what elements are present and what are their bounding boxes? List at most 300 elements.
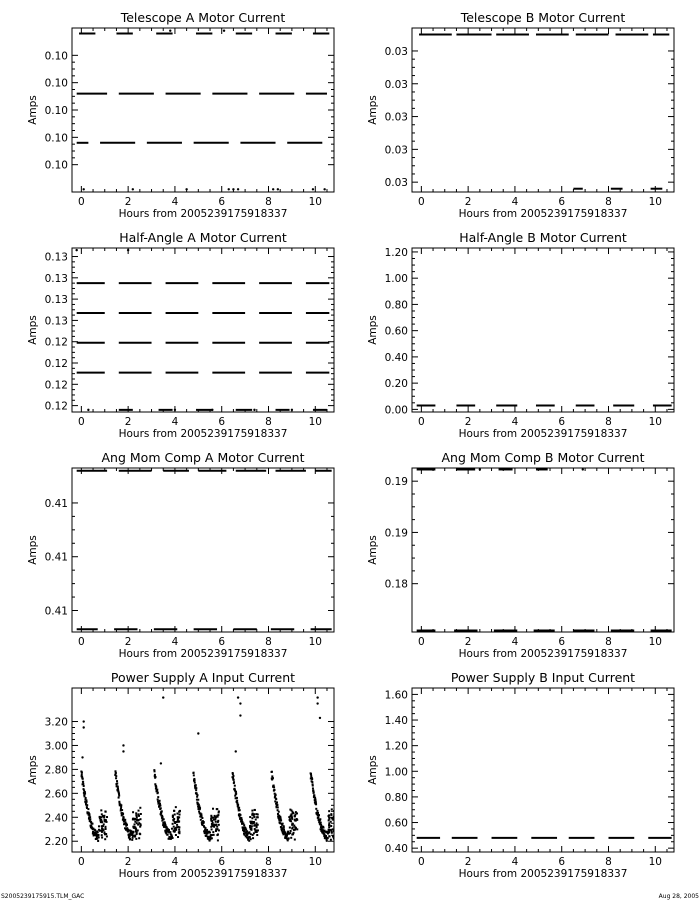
data-point — [314, 797, 316, 799]
data-point — [136, 819, 138, 821]
data-point — [295, 827, 297, 829]
data-point — [97, 831, 99, 833]
x-tick-label: 2 — [464, 636, 472, 648]
data-point — [200, 813, 202, 815]
chart-title: Power Supply A Input Current — [110, 670, 296, 685]
data-point — [334, 830, 336, 832]
data-point — [176, 824, 178, 826]
data-point — [319, 818, 321, 820]
data-point — [134, 821, 136, 823]
data-point — [98, 836, 100, 838]
data-point — [174, 409, 176, 411]
data-point — [101, 813, 103, 815]
x-tick-label: 4 — [511, 416, 519, 428]
data-point — [331, 808, 333, 810]
y-tick-label: 0.10 — [44, 132, 68, 145]
data-point — [89, 818, 91, 820]
data-point — [294, 815, 296, 817]
data-point — [232, 775, 234, 777]
data-point — [312, 785, 314, 787]
y-tick-label: 1.20 — [384, 740, 408, 753]
data-point — [254, 809, 256, 811]
data-point — [251, 810, 253, 812]
data-point — [278, 811, 280, 813]
data-point — [239, 714, 241, 716]
x-tick-label: 8 — [265, 196, 272, 208]
data-point — [104, 826, 106, 828]
data-point — [292, 812, 294, 814]
data-layer — [417, 468, 672, 630]
data-point — [105, 811, 107, 813]
data-point — [313, 794, 315, 796]
data-point — [291, 409, 293, 411]
data-layer — [75, 249, 329, 411]
data-point — [90, 824, 92, 826]
data-point — [234, 785, 236, 787]
data-point — [272, 188, 274, 190]
x-tick-label: 6 — [218, 196, 226, 208]
data-point — [295, 811, 297, 813]
data-point — [101, 827, 103, 829]
data-point — [175, 829, 177, 831]
data-point — [236, 797, 238, 799]
data-point — [293, 829, 295, 831]
panel-ang-mom-comp-b — [367, 450, 674, 660]
data-point — [275, 794, 277, 796]
data-point — [195, 784, 197, 786]
plot-frame — [412, 468, 674, 632]
x-tick-label: 10 — [648, 856, 662, 868]
y-tick-label: 0.12 — [44, 358, 68, 371]
data-point — [173, 810, 175, 812]
data-point — [291, 809, 293, 811]
y-tick-label: 2.80 — [44, 764, 68, 777]
data-point — [159, 800, 161, 802]
data-point — [140, 813, 142, 815]
y-tick-label: 0.10 — [44, 50, 68, 63]
x-tick-label: 0 — [78, 856, 85, 868]
data-point — [116, 780, 118, 782]
data-point — [257, 816, 259, 818]
data-point — [169, 831, 171, 833]
data-point — [294, 813, 296, 815]
data-point — [335, 822, 337, 824]
data-point — [82, 726, 84, 728]
data-point — [275, 798, 277, 800]
data-point — [213, 834, 215, 836]
y-axis-label: Amps — [27, 535, 39, 565]
data-point — [211, 834, 213, 836]
y-tick-label: 0.19 — [384, 476, 408, 489]
data-point — [239, 809, 241, 811]
data-point — [236, 800, 238, 802]
data-point — [197, 732, 199, 734]
data-point — [216, 834, 218, 836]
chart-title: Half-Angle B Motor Current — [459, 230, 627, 245]
data-point — [154, 770, 156, 772]
data-point — [311, 778, 313, 780]
data-point — [250, 833, 252, 835]
data-point — [249, 816, 251, 818]
data-point — [101, 834, 103, 836]
data-point — [235, 750, 237, 752]
data-point — [198, 811, 200, 813]
data-point — [89, 816, 91, 818]
y-tick-label: 1.00 — [384, 766, 408, 779]
data-point — [288, 816, 290, 818]
x-tick-label: 0 — [78, 196, 85, 208]
data-point — [252, 813, 254, 815]
data-point — [118, 797, 120, 799]
data-point — [124, 819, 126, 821]
data-point — [288, 837, 290, 839]
x-tick-label: 6 — [218, 416, 226, 428]
x-tick-label: 6 — [558, 416, 566, 428]
data-point — [315, 803, 317, 805]
data-point — [235, 791, 237, 793]
x-tick-label: 2 — [124, 856, 132, 868]
data-point — [272, 777, 274, 779]
data-point — [253, 409, 255, 411]
chart-title: Telescope A Motor Current — [120, 10, 286, 25]
data-point — [197, 794, 199, 796]
panel-half-angle-b — [367, 230, 674, 440]
data-point — [171, 836, 173, 838]
chart-title: Telescope B Motor Current — [460, 10, 626, 25]
data-point — [223, 30, 225, 32]
x-tick-label: 0 — [78, 416, 85, 428]
x-tick-label: 4 — [511, 196, 519, 208]
data-point — [242, 823, 244, 825]
x-tick-label: 6 — [218, 636, 226, 648]
data-point — [212, 808, 214, 810]
panel-ang-mom-comp-a — [27, 450, 334, 660]
data-point — [211, 837, 213, 839]
x-axis-label: Hours from 2005239175918337 — [118, 428, 288, 440]
x-tick-label: 2 — [124, 416, 132, 428]
x-axis-label: Hours from 2005239175918337 — [458, 648, 628, 660]
data-point — [197, 799, 199, 801]
panel-power-supply-a — [27, 670, 337, 880]
data-point — [129, 838, 131, 840]
data-point — [314, 799, 316, 801]
data-point — [256, 826, 258, 828]
data-point — [254, 830, 256, 832]
data-point — [235, 793, 237, 795]
y-tick-label: 0.10 — [44, 159, 68, 172]
data-point — [185, 188, 187, 190]
y-tick-label: 0.03 — [384, 45, 408, 58]
data-point — [121, 809, 123, 811]
y-tick-label: 1.20 — [384, 246, 408, 259]
data-point — [255, 819, 257, 821]
x-tick-label: 10 — [648, 196, 662, 208]
data-point — [162, 816, 164, 818]
data-point — [139, 833, 141, 835]
x-tick-label: 4 — [511, 856, 519, 868]
data-point — [155, 776, 157, 778]
data-point — [201, 815, 203, 817]
data-point — [582, 468, 584, 470]
data-point — [250, 838, 252, 840]
data-point — [218, 810, 220, 812]
data-point — [251, 817, 253, 819]
data-point — [179, 813, 181, 815]
data-point — [215, 821, 217, 823]
data-point — [167, 834, 169, 836]
y-tick-label: 0.03 — [384, 177, 408, 190]
x-tick-label: 8 — [605, 416, 612, 428]
data-point — [161, 810, 163, 812]
footer-date-label: Aug 28, 2005 — [658, 893, 699, 900]
data-point — [328, 826, 330, 828]
data-point — [238, 807, 240, 809]
x-tick-label: 8 — [265, 416, 272, 428]
data-point — [239, 814, 241, 816]
data-point — [134, 823, 136, 825]
data-point — [120, 804, 122, 806]
data-point — [115, 772, 117, 774]
data-point — [83, 785, 85, 787]
data-point — [334, 828, 336, 830]
data-point — [132, 818, 134, 820]
data-point — [115, 775, 117, 777]
data-point — [102, 829, 104, 831]
data-point — [317, 816, 319, 818]
y-axis-label: Amps — [27, 755, 39, 785]
data-point — [315, 808, 317, 810]
data-point — [210, 818, 212, 820]
x-tick-label: 8 — [265, 636, 272, 648]
data-point — [316, 810, 318, 812]
data-point — [174, 813, 176, 815]
data-point — [86, 801, 88, 803]
data-point — [211, 816, 213, 818]
data-point — [101, 821, 103, 823]
data-point — [122, 750, 124, 752]
data-point — [178, 829, 180, 831]
data-point — [282, 823, 284, 825]
x-tick-label: 0 — [418, 636, 425, 648]
data-point — [217, 816, 219, 818]
data-point — [329, 835, 331, 837]
data-point — [252, 834, 254, 836]
x-tick-label: 8 — [605, 636, 612, 648]
data-point — [168, 829, 170, 831]
data-point — [243, 824, 245, 826]
y-axis-label: Amps — [367, 535, 379, 565]
chart-title: Ang Mom Comp A Motor Current — [101, 450, 305, 465]
data-point — [75, 249, 77, 251]
data-point — [163, 818, 165, 820]
y-tick-label: 0.13 — [44, 315, 68, 328]
x-tick-label: 4 — [171, 636, 179, 648]
data-point — [116, 782, 118, 784]
y-tick-label: 0.03 — [384, 111, 408, 124]
data-point — [177, 836, 179, 838]
data-point — [328, 815, 330, 817]
data-point — [291, 828, 293, 830]
data-point — [290, 830, 292, 832]
data-point — [82, 720, 84, 722]
x-tick-label: 4 — [171, 856, 179, 868]
data-point — [323, 188, 325, 190]
x-tick-label: 0 — [418, 416, 425, 428]
data-point — [249, 825, 251, 827]
data-point — [328, 810, 330, 812]
data-point — [315, 802, 317, 804]
data-point — [157, 798, 159, 800]
plot-frame — [72, 28, 334, 192]
y-tick-label: 0.13 — [44, 294, 68, 307]
data-point — [134, 834, 136, 836]
data-point — [123, 817, 125, 819]
data-point — [178, 831, 180, 833]
data-point — [139, 807, 141, 809]
data-point — [292, 833, 294, 835]
x-tick-label: 10 — [308, 416, 322, 428]
y-tick-label: 1.40 — [384, 715, 408, 728]
data-point — [273, 785, 275, 787]
plot-frame — [412, 248, 674, 412]
data-point — [248, 831, 250, 833]
data-point — [97, 840, 99, 842]
data-point — [277, 806, 279, 808]
data-point — [284, 831, 286, 833]
data-point — [254, 824, 256, 826]
y-tick-label: 0.10 — [44, 105, 68, 117]
data-point — [310, 775, 312, 777]
data-point — [157, 796, 159, 798]
x-tick-label: 0 — [78, 636, 85, 648]
data-point — [199, 807, 201, 809]
data-point — [233, 779, 235, 781]
data-point — [211, 828, 213, 830]
data-point — [328, 824, 330, 826]
data-layer — [77, 471, 332, 630]
data-point — [100, 819, 102, 821]
panel-half-angle-a — [27, 230, 334, 440]
x-tick-label: 4 — [511, 636, 519, 648]
data-point — [126, 824, 128, 826]
x-tick-label: 2 — [464, 856, 472, 868]
y-tick-label: 0.10 — [44, 77, 68, 90]
y-tick-label: 0.13 — [44, 251, 68, 264]
data-point — [139, 818, 141, 820]
data-point — [177, 818, 179, 820]
data-point — [333, 815, 335, 817]
data-point — [85, 797, 87, 799]
data-point — [311, 781, 313, 783]
y-tick-label: 0.12 — [44, 336, 68, 349]
chart-title: Half-Angle A Motor Current — [119, 230, 287, 245]
data-point — [256, 834, 258, 836]
data-point — [328, 819, 330, 821]
data-point — [237, 804, 239, 806]
data-point — [332, 819, 334, 821]
data-point — [174, 822, 176, 824]
plot-frame — [72, 248, 334, 412]
x-tick-label: 10 — [308, 636, 322, 648]
data-point — [200, 819, 202, 821]
data-point — [106, 821, 108, 823]
data-point — [177, 826, 179, 828]
data-point — [106, 835, 108, 837]
data-point — [330, 821, 332, 823]
y-tick-label: 3.20 — [44, 716, 68, 729]
data-point — [213, 824, 215, 826]
data-point — [169, 30, 171, 32]
data-point — [289, 827, 291, 829]
data-point — [237, 696, 239, 698]
data-point — [87, 808, 89, 810]
data-point — [201, 817, 203, 819]
y-tick-label: 2.60 — [44, 788, 68, 801]
data-point — [316, 696, 318, 698]
data-point — [277, 188, 279, 190]
data-point — [127, 249, 129, 251]
data-point — [86, 804, 88, 806]
data-point — [245, 828, 247, 830]
panel-power-supply-b — [367, 670, 674, 880]
data-point — [81, 774, 83, 776]
x-axis-label: Hours from 2005239175918337 — [458, 428, 628, 440]
data-point — [84, 793, 86, 795]
x-tick-label: 2 — [124, 636, 132, 648]
data-point — [89, 814, 91, 816]
x-tick-label: 6 — [218, 856, 226, 868]
data-point — [326, 840, 328, 842]
data-point — [171, 828, 173, 830]
data-point — [81, 771, 83, 773]
x-tick-label: 6 — [558, 196, 566, 208]
data-point — [157, 792, 159, 794]
data-point — [273, 786, 275, 788]
data-point — [172, 815, 174, 817]
data-point — [81, 756, 83, 758]
data-point — [175, 806, 177, 808]
x-tick-label: 8 — [605, 856, 612, 868]
data-point — [173, 826, 175, 828]
data-point — [280, 819, 282, 821]
y-tick-label: 0.41 — [44, 605, 68, 618]
data-point — [330, 814, 332, 816]
data-point — [335, 820, 337, 822]
data-point — [101, 825, 103, 827]
data-point — [257, 829, 259, 831]
data-point — [239, 702, 241, 704]
data-point — [294, 839, 296, 841]
data-point — [218, 829, 220, 831]
y-axis-label: Amps — [27, 315, 39, 345]
data-point — [193, 774, 195, 776]
x-tick-label: 10 — [308, 856, 322, 868]
data-point — [289, 832, 291, 834]
y-tick-label: 0.40 — [384, 351, 408, 364]
plot-frame — [72, 468, 334, 632]
x-tick-label: 2 — [124, 196, 132, 208]
data-point — [256, 813, 258, 815]
y-tick-label: 0.03 — [384, 144, 408, 157]
data-layer — [80, 696, 337, 842]
data-point — [172, 823, 174, 825]
x-tick-label: 10 — [648, 416, 662, 428]
data-point — [100, 809, 102, 811]
data-point — [118, 801, 120, 803]
y-tick-label: 1.00 — [384, 273, 408, 286]
x-tick-label: 6 — [558, 856, 566, 868]
data-point — [218, 824, 220, 826]
